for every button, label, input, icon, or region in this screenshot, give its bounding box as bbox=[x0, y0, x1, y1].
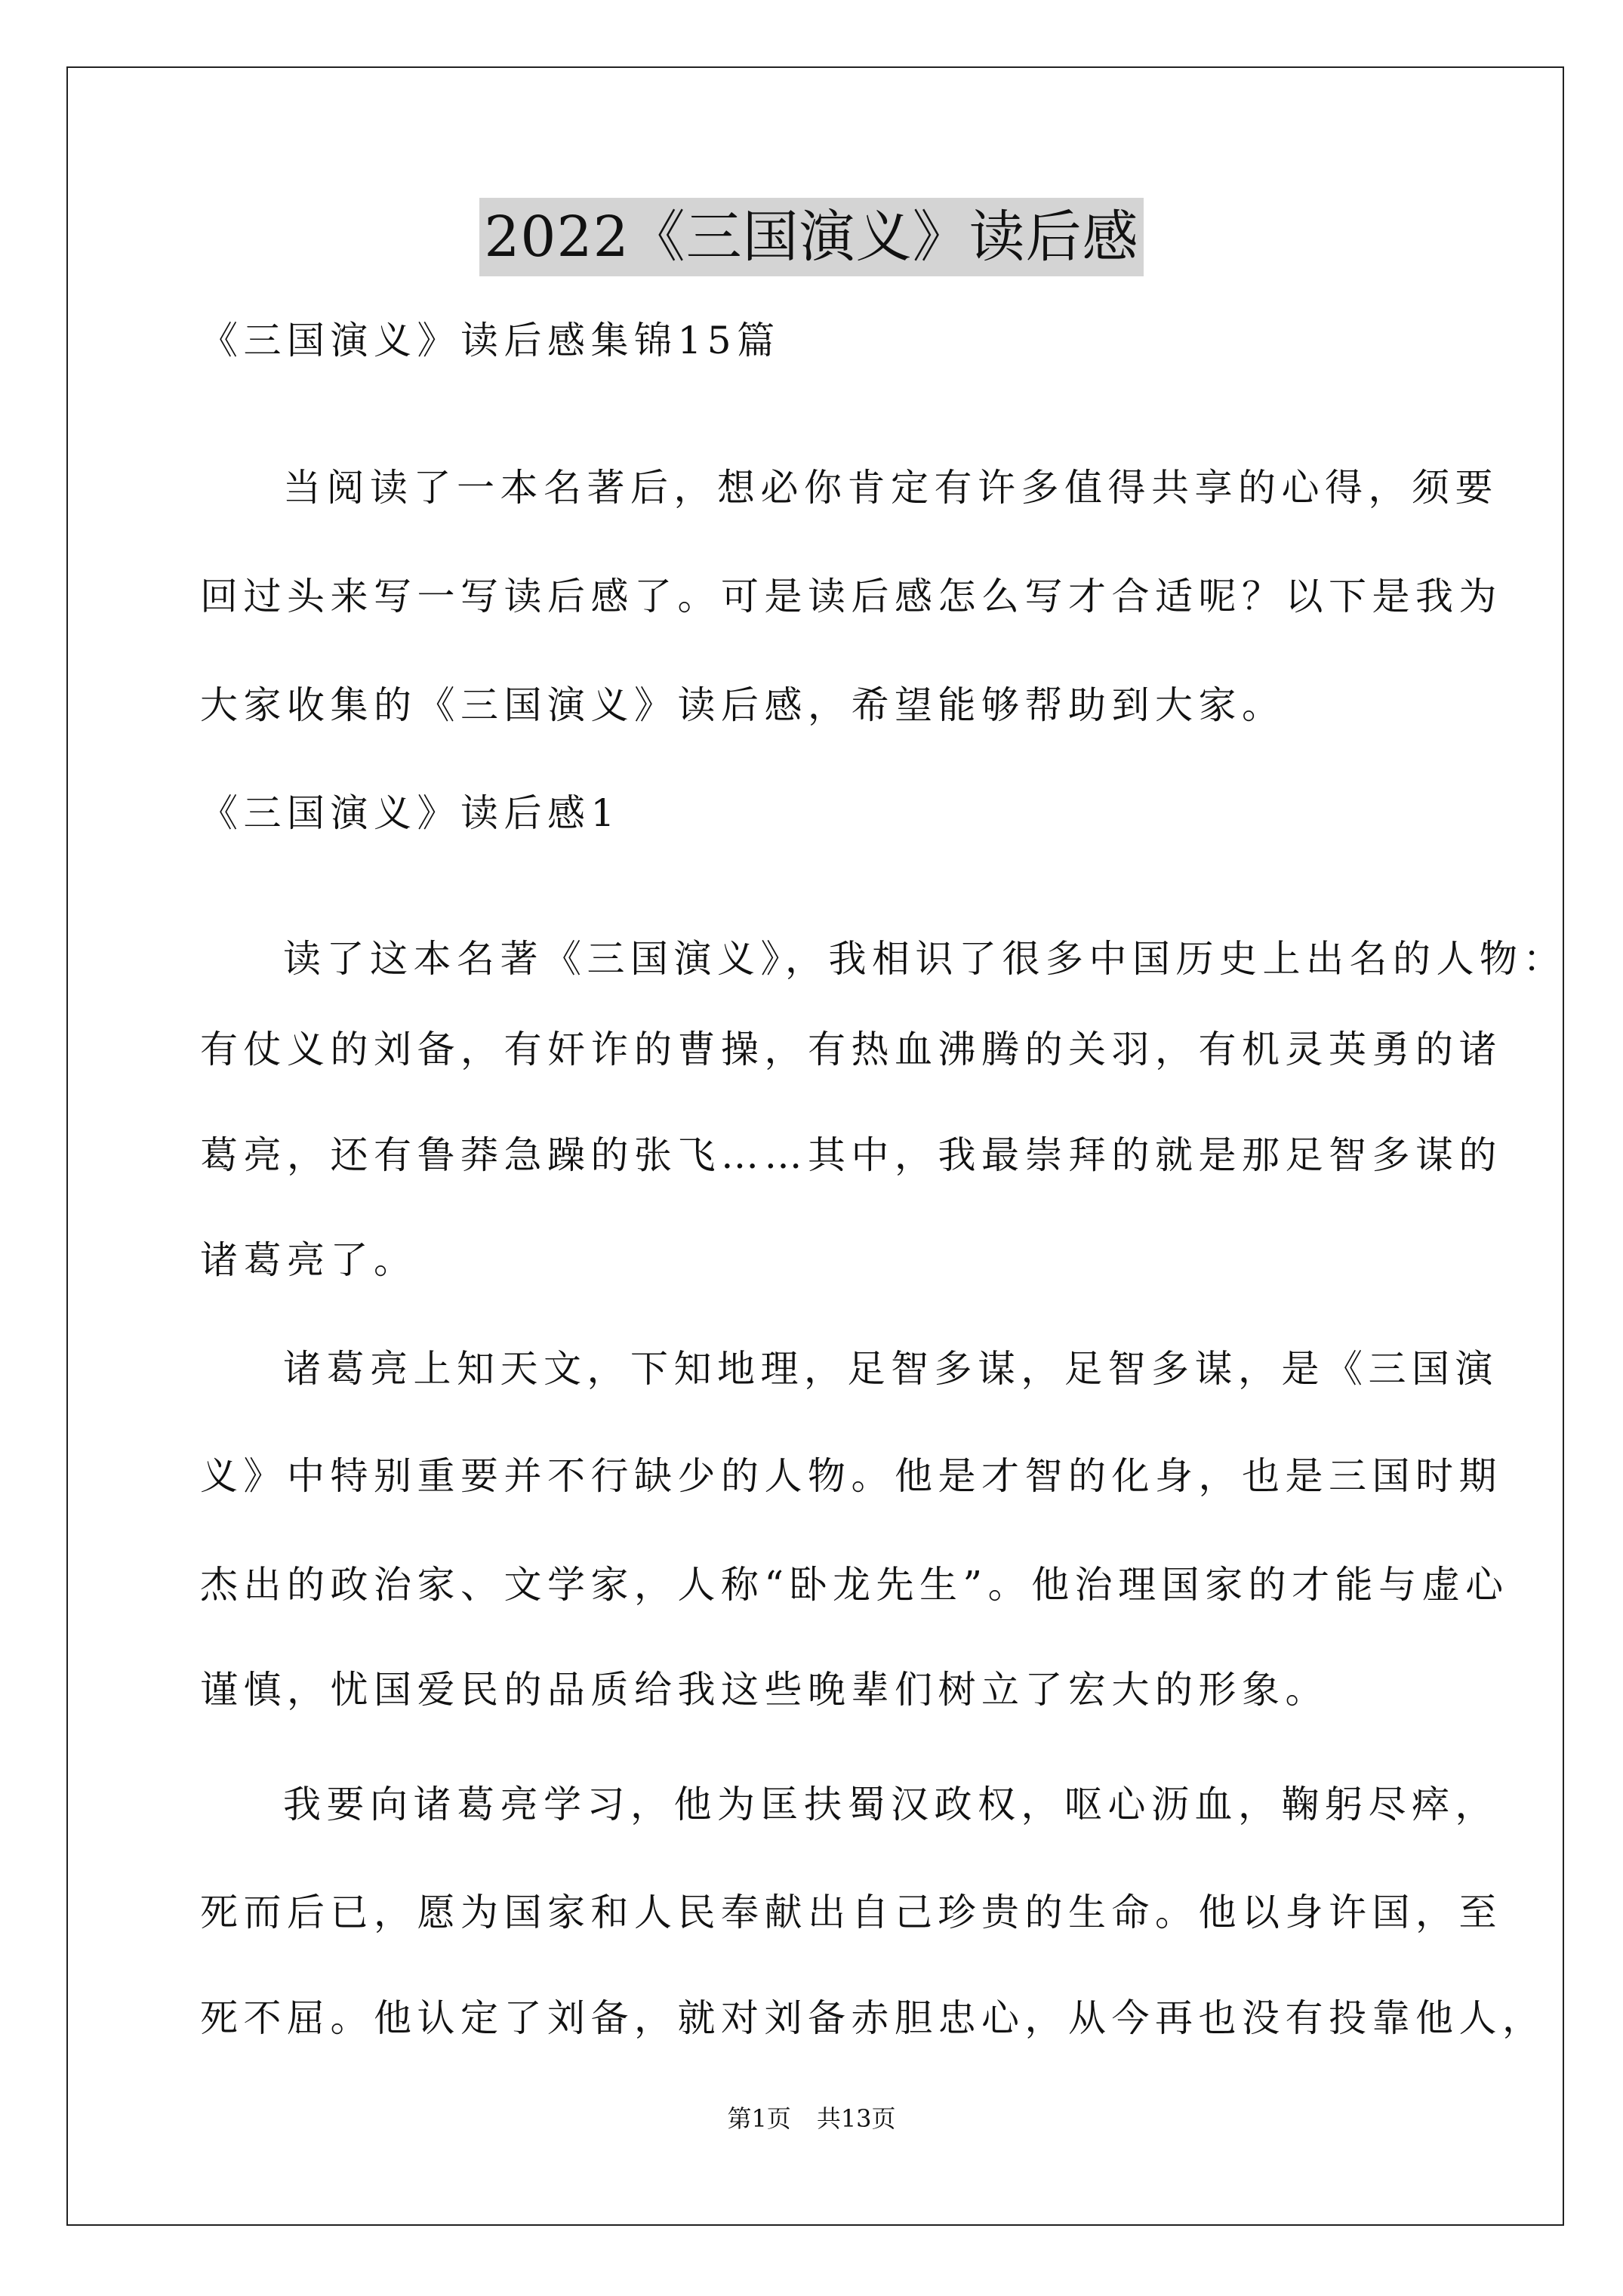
page-total: 共13页 bbox=[816, 2104, 896, 2133]
paragraph-line: 读了这本名著《三国演义》，我相识了很多中国历史上出名的人物： bbox=[283, 937, 1566, 981]
paragraph-line: 葛亮，还有鲁莽急躁的张飞……其中，我最崇拜的就是那足智多谋的 bbox=[200, 1133, 1502, 1177]
page-footer bbox=[0, 2102, 1623, 2135]
paragraph-line: 死而后已，愿为国家和人民奉献出自己珍贵的生命。他以身许国，至 bbox=[200, 1891, 1502, 1934]
paragraph-line: 诸葛亮了。 bbox=[200, 1238, 417, 1282]
intro-line: 大家收集的《三国演义》读后感，希望能够帮助到大家。 bbox=[200, 683, 1286, 727]
subtitle: 《三国演义》读后感集锦15篇 bbox=[200, 319, 781, 362]
paragraph-line: 有仗义的刘备，有奸诈的曹操，有热血沸腾的关羽，有机灵英勇的诸 bbox=[200, 1028, 1502, 1071]
title-container bbox=[0, 198, 1623, 276]
section-heading: 《三国演义》读后感1 bbox=[200, 791, 621, 835]
intro-line: 当阅读了一本名著后，想必你肯定有许多值得共享的心得，须要 bbox=[283, 466, 1498, 510]
document-title: 2022《三国演义》读后感 bbox=[479, 198, 1143, 276]
paragraph-line: 谨慎，忧国爱民的品质给我这些晚辈们树立了宏大的形象。 bbox=[200, 1668, 1329, 1712]
paragraph-line: 死不屈。他认定了刘备，就对刘备赤胆忠心，从今再也没有投靠他人， bbox=[200, 1996, 1546, 2040]
paragraph-line: 诸葛亮上知天文，下知地理，足智多谋，足智多谋，是《三国演 bbox=[283, 1347, 1498, 1391]
paragraph-line: 杰出的政治家、文学家，人称“卧龙先生”。他治理国家的才能与虚心 bbox=[200, 1563, 1509, 1607]
paragraph-line: 义》中特别重要并不行缺少的人物。他是才智的化身，也是三国时期 bbox=[200, 1454, 1502, 1498]
paragraph-line: 我要向诸葛亮学习，他为匡扶蜀汉政权，呕心沥血，鞠躬尽瘁， bbox=[283, 1783, 1498, 1826]
intro-line: 回过头来写一写读后感了。可是读后感怎么写才合适呢？以下是我为 bbox=[200, 575, 1502, 618]
page-number: 第1页 bbox=[727, 2104, 791, 2133]
